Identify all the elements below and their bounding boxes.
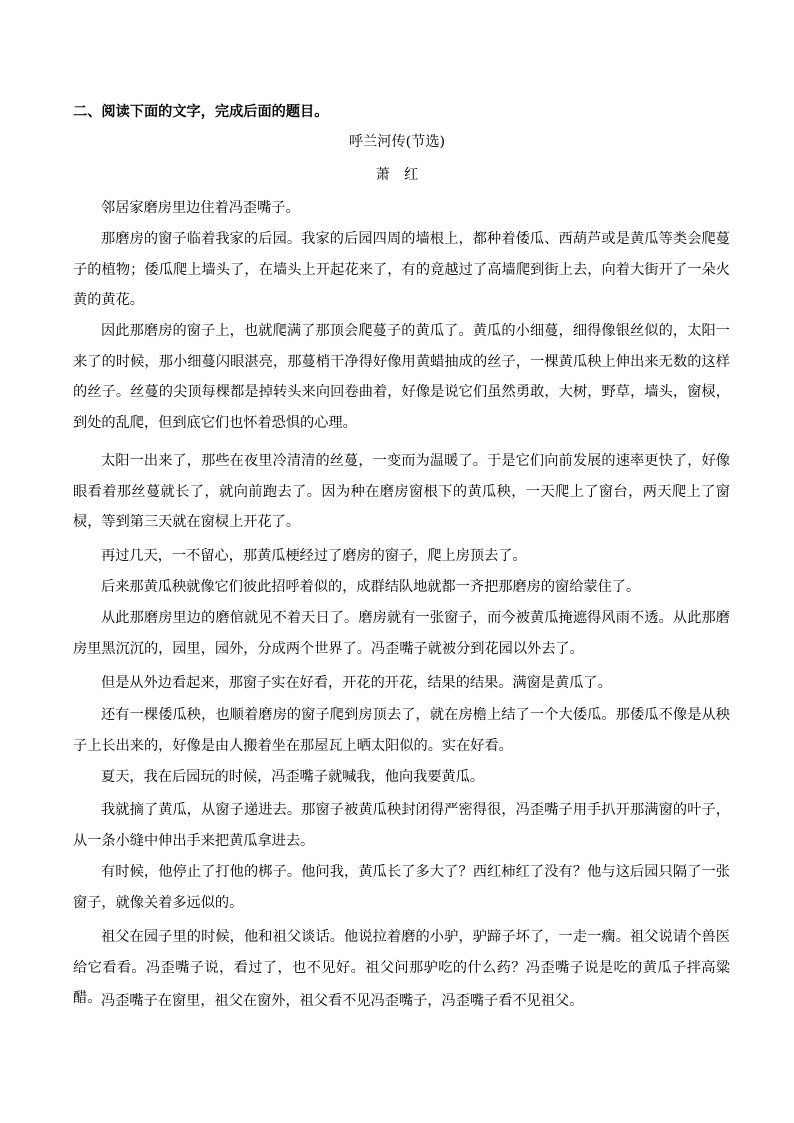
paragraph-8: 但是从外边看起来，那窗子实在好看，开花的开花，结果的结果。满窗是黄瓜了。 [101,675,612,691]
paragraph-10: 夏天，我在后园玩的时候，冯歪嘴子就喊我，他向我要黄瓜。 [101,769,485,785]
paragraph-13: 祖父在园子里的时候，他和祖父谈话。他说拉着磨的小驴，驴蹄子坏了，一走一瘸。祖父说请个兽医给它看看。冯歪嘴子说，看过了，也不见好。祖父问那驴吃的什么药？冯歪嘴子说是吃的黄瓜子拌高粱醋。 [73,929,730,1007]
paragraph-7: 从此那磨房里边的磨倌就见不着天日了。磨房就有一张窗子，而今被黄瓜掩遮得风雨不透。从此那磨房里黑沉沉的，园里，园外，分成两个世界了。冯歪嘴子就被分到花园以外去了。 [73,610,730,657]
paragraph-1: 邻居家磨房里边住着冯歪嘴子。 [101,200,300,216]
section-heading: 二、阅读下面的文字，完成后面的题目。 [73,104,329,120]
paragraph-6: 后来那黄瓜秧就像它们彼此招呼着似的，成群结队地就都一齐把那磨房的窗给蒙住了。 [101,579,641,595]
paragraph-12: 有时候，他停止了打他的梆子。他问我，黄瓜长了多大了？西红柿红了没有？他与这后园只隔了一张窗子，就像关着多远似的。 [73,864,730,911]
author-name: 萧红 [375,167,433,183]
paragraph-4: 太阳一出来了，那些在夜里冷清清的丝蔓，一变而为温暖了。于是它们向前发展的速率更快了，好像眼看着那丝蔓就长了，就向前跑去了。因为种在磨房窗根下的黄瓜秧，一天爬上了窗台，两天爬上了窗棂，等到第三天就在窗棂上开花了。 [73,453,730,531]
paragraph-9: 还有一棵倭瓜秧，也顺着磨房的窗子爬到房顶去了，就在房檐上结了一个大倭瓜。那倭瓜不像是从秧子上长出来的，好像是由人搬着坐在那屋瓦上晒太阳似的。实在好看。 [73,707,730,754]
paragraph-11: 我就摘了黄瓜，从窗子递进去。那窗子被黄瓜秧封闭得严密得很，冯歪嘴子用手扒开那满窗的叶子，从一条小缝中伸出手来把黄瓜拿进去。 [73,802,730,849]
paragraph-14: 冯歪嘴子在窗里，祖父在窗外，祖父看不见冯歪嘴子，冯歪嘴子看不见祖父。 [101,993,584,1009]
paragraph-3: 因此那磨房的窗子上，也就爬满了那顶会爬蔓子的黄瓜了。黄瓜的小细蔓，细得像银丝似的，太阳一来了的时候，那小细蔓闪眼湛亮，那蔓梢干净得好像用黄蜡抽成的丝子，一棵黄瓜秧上伸出来无数的这样的丝子。丝蔓的尖顶每棵都是掉转头来向回卷曲着，好像是说它们虽然勇敢，大树，野草，墙头，窗棂，到处的乱爬，但到底它们也怀着恐惧的心理。 [73,323,730,431]
paragraph-2: 那磨房的窗子临着我家的后园。我家的后园四周的墙根上，都种着倭瓜、西葫芦或是黄瓜等类会爬蔓子的植物；倭瓜爬上墙头了，在墙头上开起花来了，有的竟越过了高墙爬到街上去，向着大街开了一朵火黄的黄花。 [73,231,730,309]
paragraph-5: 再过几天，一不留心，那黄瓜梗经过了磨房的窗子，爬上房顶去了。 [101,548,527,564]
article-title: 呼兰河传(节选) [348,134,446,150]
